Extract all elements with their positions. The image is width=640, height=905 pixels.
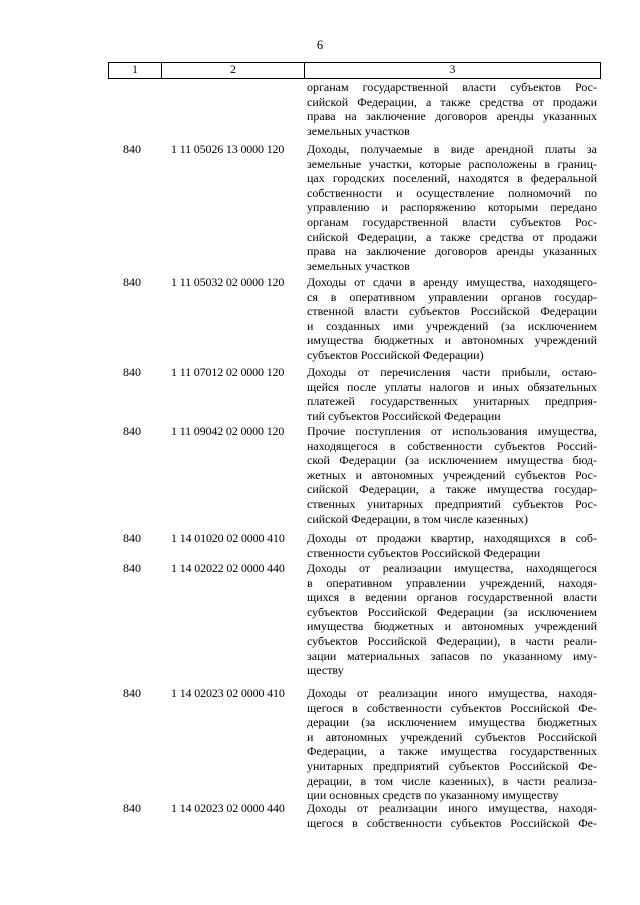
budget-classification-code: 1 11 05032 02 0000 120: [171, 275, 285, 289]
income-description: [307, 686, 597, 803]
description-line: сийской Федерации, а также средства от продажи: [307, 229, 597, 244]
description-line: и созданных ими учреждений (за исключением: [307, 318, 597, 333]
description-line: Доходы от перечисления части прибыли, остаю-: [307, 365, 597, 379]
admin-code: 840: [123, 686, 141, 700]
description-line: цах городских поселений, находятся в федеральной: [307, 171, 597, 186]
description-line: земельных участков: [307, 123, 410, 138]
description-line: ственной власти субъектов Российской Федерации: [307, 304, 597, 319]
description-line: дерации (за исключением имущества бюджетных: [307, 715, 597, 730]
description-line: имущества бюджетных и автономных учреждений: [307, 619, 597, 634]
description-line: ственных унитарных предприятий субъектов Рос-: [307, 496, 597, 511]
description-line: собственности и осуществление полномочий по: [307, 185, 597, 200]
description-line: управлению и распоряжению которыми передано: [307, 200, 597, 215]
description-line: сийской Федерации, а также средства от продажи: [307, 94, 597, 109]
description-line: Доходы от реализации имущества, находящегося: [307, 561, 597, 575]
table-header: [108, 62, 601, 79]
admin-code: 840: [123, 531, 141, 545]
description-line: субъектов Российской Федерации), в части реали-: [307, 633, 597, 648]
description-line: органам государственной власти субъектов Рос-: [307, 214, 597, 229]
budget-classification-code: 1 11 09042 02 0000 120: [171, 424, 285, 438]
description-line: права на заключение договоров аренды указанных: [307, 244, 597, 259]
budget-classification-code: 1 11 07012 02 0000 120: [171, 365, 285, 379]
description-line: субъектов Российской Федерации): [307, 347, 484, 362]
budget-classification-code: 1 14 02023 02 0000 440: [171, 801, 285, 815]
income-description: [307, 531, 597, 560]
description-line: органам государственной власти субъектов Рос-: [307, 80, 597, 94]
description-line: сийской Федерации, а также имущества государ-: [307, 482, 597, 497]
admin-code: 840: [123, 561, 141, 575]
budget-classification-code: 1 14 02023 02 0000 410: [171, 686, 285, 700]
description-line: сийской Федерации, в том числе казенных): [307, 511, 528, 526]
description-line: Доходы от сдачи в аренду имущества, находящего-: [307, 275, 597, 289]
admin-code: 840: [123, 275, 141, 289]
income-description: [307, 801, 597, 830]
description-line: субъектов Российской Федерации (за исключением: [307, 604, 597, 619]
description-line: Прочие поступления от использования имущества,: [307, 424, 597, 438]
description-line: Федерации, а также имущества государственных: [307, 744, 597, 759]
header-col-2: 2: [162, 63, 305, 78]
header-col-3: 3: [449, 64, 456, 76]
budget-classification-code: 1 14 02022 02 0000 440: [171, 561, 285, 575]
description-line: ской Федерации (за исключением имущества бюд-: [307, 453, 597, 468]
description-line: земельные участки, которые расположены в границ-: [307, 156, 597, 171]
description-line: имущества бюджетных и автономных учреждений: [307, 333, 597, 348]
description-line: щегося в собственности субъектов Российской Фе-: [307, 815, 597, 830]
description-line: и автономных учреждений субъектов Российской: [307, 729, 597, 744]
description-line: зации материальных запасов по указанному иму-: [307, 648, 597, 663]
admin-code: 840: [123, 801, 141, 815]
description-line: платежей государственных унитарных предприя-: [307, 394, 597, 409]
income-description: [307, 142, 597, 273]
income-description: [307, 561, 597, 678]
description-line: ся в оперативном управлении органов государ-: [307, 289, 597, 304]
description-line: Доходы от продажи квартир, находящихся в соб-: [307, 531, 597, 545]
description-line: щегося в собственности субъектов Российской Фе-: [307, 700, 597, 715]
income-description: [307, 424, 597, 526]
header-col-1: 1: [109, 63, 162, 78]
description-line: дерации, в том числе казенных), в части реализа-: [307, 773, 597, 788]
admin-code: 840: [123, 365, 141, 379]
budget-classification-code: 1 14 01020 02 0000 410: [171, 531, 285, 545]
income-description: [307, 80, 597, 138]
description-line: в оперативном управлении учреждений, находя-: [307, 575, 597, 590]
description-line: ственности субъектов Российской Федерации: [307, 545, 541, 560]
description-line: унитарных предприятий субъектов Российской Фе-: [307, 758, 597, 773]
description-line: тий субъектов Российской Федерации: [307, 408, 501, 423]
description-line: ществу: [307, 663, 344, 678]
income-description: [307, 275, 597, 363]
description-line: щихся в ведении органов государственной власти: [307, 590, 597, 605]
description-line: ции основных средств по указанному имуществу: [307, 788, 559, 803]
page-number: 6: [316, 38, 324, 52]
description-line: щейся после уплаты налогов и иных обязательных: [307, 379, 597, 394]
description-line: Доходы, получаемые в виде арендной платы за: [307, 142, 597, 156]
income-description: [307, 365, 597, 423]
description-line: права на заключение договоров аренды указанных: [307, 109, 597, 124]
budget-classification-code: 1 11 05026 13 0000 120: [171, 142, 285, 156]
description-line: Доходы от реализации иного имущества, находя-: [307, 686, 597, 700]
admin-code: 840: [123, 142, 141, 156]
admin-code: 840: [123, 424, 141, 438]
description-line: жетных и автономных учреждений субъектов Рос-: [307, 467, 597, 482]
description-line: находящегося в собственности субъектов Россий-: [307, 438, 597, 453]
description-line: Доходы от реализации иного имущества, находя-: [307, 801, 597, 815]
description-line: земельных участков: [307, 258, 410, 273]
